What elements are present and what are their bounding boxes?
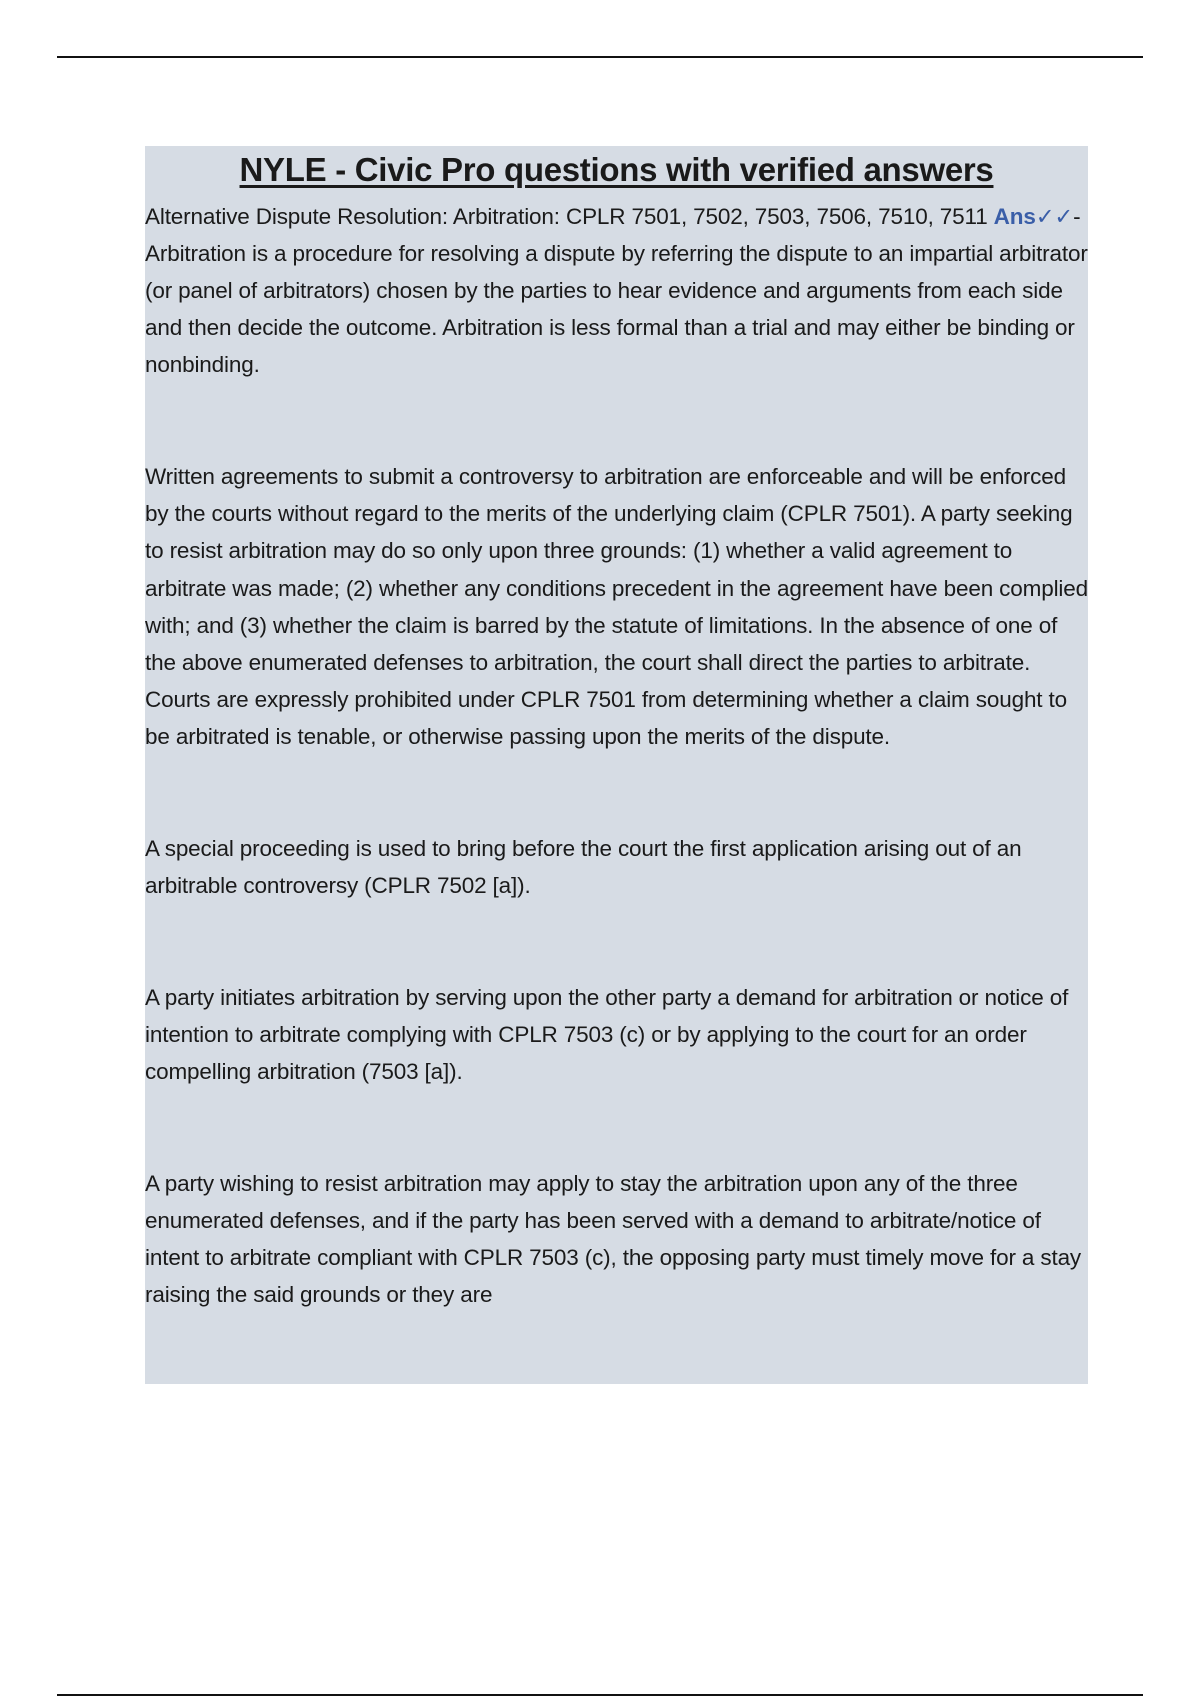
header-rule <box>57 56 1143 58</box>
answer-intro-text: -Arbitration is a procedure for resolving a dispute by referring the dispute to an impartial arbitrator (or panel of arbitrators) chosen by the parties to hear evidence and arguments from each side and then decide the outcome. Arbitration is less formal than a trial and may either be binding or nonbinding. <box>145 203 1088 378</box>
blank-line <box>145 1128 1088 1165</box>
question-answer-paragraph <box>145 198 1088 384</box>
blank-line <box>145 904 1088 941</box>
blank-line <box>145 793 1088 830</box>
highlighted-content <box>145 146 1088 1384</box>
blank-line <box>145 384 1088 421</box>
answer-paragraph: Written agreements to submit a controversy to arbitration are enforceable and will be enforced by the courts without regard to the merits of the underlying claim (CPLR 7501). A party seeking to resist arbitration may do so only upon three grounds: (1) whether a valid agreement to arbitrate was made; (2) whether any conditions precedent in the agreement have been complied with; and (3) whether the claim is barred by the statute of limitations. In the absence of one of the above enumerated defenses to arbitration, the court shall direct the parties to arbitrate. Courts are expressly prohibited under CPLR 7501 from determining whether a claim sought to be arbitrated is tenable, or otherwise passing upon the merits of the dispute. <box>145 464 1088 750</box>
answer-paragraph: A party wishing to resist arbitration may apply to stay the arbitration upon any of the three enumerated defenses, and if the party has been served with a demand to arbitrate/notice of intent to arbitrate compliant with CPLR 7503 (c), the opposing party must timely move for a stay raising the said grounds or they are <box>145 1170 1082 1308</box>
answer-label: Ans <box>993 203 1036 229</box>
blank-line <box>145 942 1088 979</box>
document-title: NYLE - Civic Pro questions with verified answers <box>239 151 994 188</box>
footer-rule <box>57 1694 1143 1696</box>
blank-line <box>145 756 1088 793</box>
question-text: Alternative Dispute Resolution: Arbitration: CPLR 7501, 7502, 7503, 7506, 7510, 7511 <box>145 203 988 229</box>
blank-line <box>145 1090 1088 1127</box>
answer-paragraph: A party initiates arbitration by serving upon the other party a demand for arbitration or notice of intention to arbitrate complying with CPLR 7503 (c) or by applying to the court for an order compelling arbitration (7503 [a]). <box>145 984 1069 1085</box>
blank-line <box>145 421 1088 458</box>
checkmark-icon: ✓✓ <box>1035 203 1074 229</box>
answer-paragraph: A special proceeding is used to bring before the court the first application arising out of an arbitrable controversy (CPLR 7502 [a]). <box>145 836 1022 899</box>
